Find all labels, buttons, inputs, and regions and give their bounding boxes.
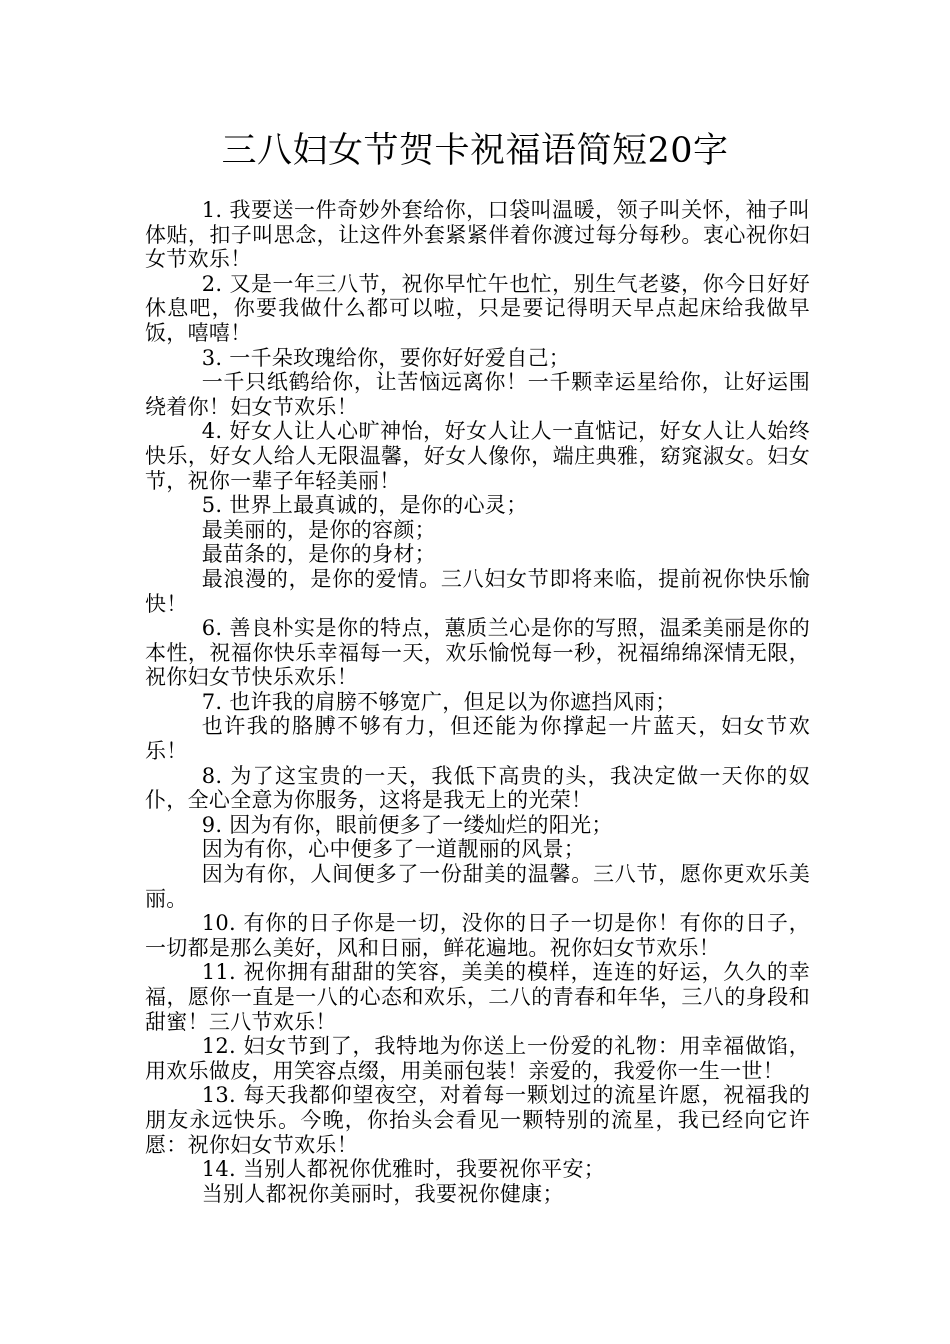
paragraph: 最浪漫的，是你的爱情。三八妇女节即将来临，提前祝你快乐愉快！ [145,566,810,616]
paragraph: 2. 又是一年三八节，祝你早忙午也忙，别生气老婆，你今日好好休息吧，你要我做什么都可以啦，只是要记得明天早点起床给我做早饭，嘻嘻！ [145,271,810,345]
paragraph: 6. 善良朴实是你的特点，蕙质兰心是你的写照，温柔美丽是你的本性，祝福你快乐幸福每一天，欢乐愉悦每一秒，祝福绵绵深情无限，祝你妇女节快乐欢乐！ [145,616,810,690]
paragraph: 1. 我要送一件奇妙外套给你，口袋叫温暖，领子叫关怀，袖子叫体贴，扣子叫思念，让这件外套紧紧伴着你渡过每分每秒。衷心祝你妇女节欢乐！ [145,198,810,272]
paragraph: 最美丽的，是你的容颜； [201,517,436,542]
paragraph: 因为有你，人间便多了一份甜美的温馨。三八节，愿你更欢乐美丽。 [145,862,810,911]
paragraph: 因为有你，心中便多了一道靓丽的风景； [201,837,586,862]
paragraph: 也许我的胳膊不够有力，但还能为你撑起一片蓝天，妇女节欢乐！ [145,714,810,764]
paragraph: 5. 世界上最真诚的，是你的心灵； [201,493,528,518]
document-title: 三八妇女节贺卡祝福语简短20字 [221,131,729,171]
paragraph: 4. 好女人让人心旷神怡，好女人让人一直惦记，好女人让人始终快乐，好女人给人无限温馨，好女人像你，端庄典雅，窈窕淑女。妇女节，祝你一辈子年轻美丽！ [145,419,810,493]
paragraph: 11. 祝你拥有甜甜的笑容，美美的模样，连连的好运，久久的幸福，愿你一直是一八的心态和欢乐，二八的青春和年华，三八的身段和甜蜜！三八节欢乐！ [145,960,810,1034]
paragraph: 12. 妇女节到了，我特地为你送上一份爱的礼物：用幸福做馅，用欢乐做皮，用笑容点缀，用美丽包装！亲爱的，我爱你一生一世！ [145,1034,810,1083]
document-body [145,198,810,1206]
paragraph: 最苗条的，是你的身材； [201,542,436,567]
paragraph: 14. 当别人都祝你优雅时，我要祝你平安； [201,1157,606,1182]
paragraph: 8. 为了这宝贵的一天，我低下高贵的头，我决定做一天你的奴仆，全心全意为你服务，这将是我无上的光荣！ [145,763,810,813]
paragraph: 13. 每天我都仰望夜空，对着每一颗划过的流星许愿，祝福我的朋友永远快乐。今晚，你抬头会看见一颗特别的流星，我已经向它许愿：祝你妇女节欢乐！ [145,1083,810,1157]
paragraph: 当别人都祝你美丽时，我要祝你健康； [201,1181,564,1206]
paragraph: 一千只纸鹤给你，让苦恼远离你！一千颗幸运星给你，让好运围绕着你！妇女节欢乐！ [145,370,810,419]
paragraph: 10. 有你的日子你是一切，没你的日子一切是你！有你的日子，一切都是那么美好，风和日丽，鲜花遍地。祝你妇女节欢乐！ [145,911,810,960]
paragraph: 7. 也许我的肩膀不够宽广，但足以为你遮挡风雨； [201,689,677,714]
paragraph: 3. 一千朵玫瑰给你，要你好好爱自己； [201,345,571,370]
paragraph: 9. 因为有你，眼前便多了一缕灿烂的阳光； [201,812,613,837]
